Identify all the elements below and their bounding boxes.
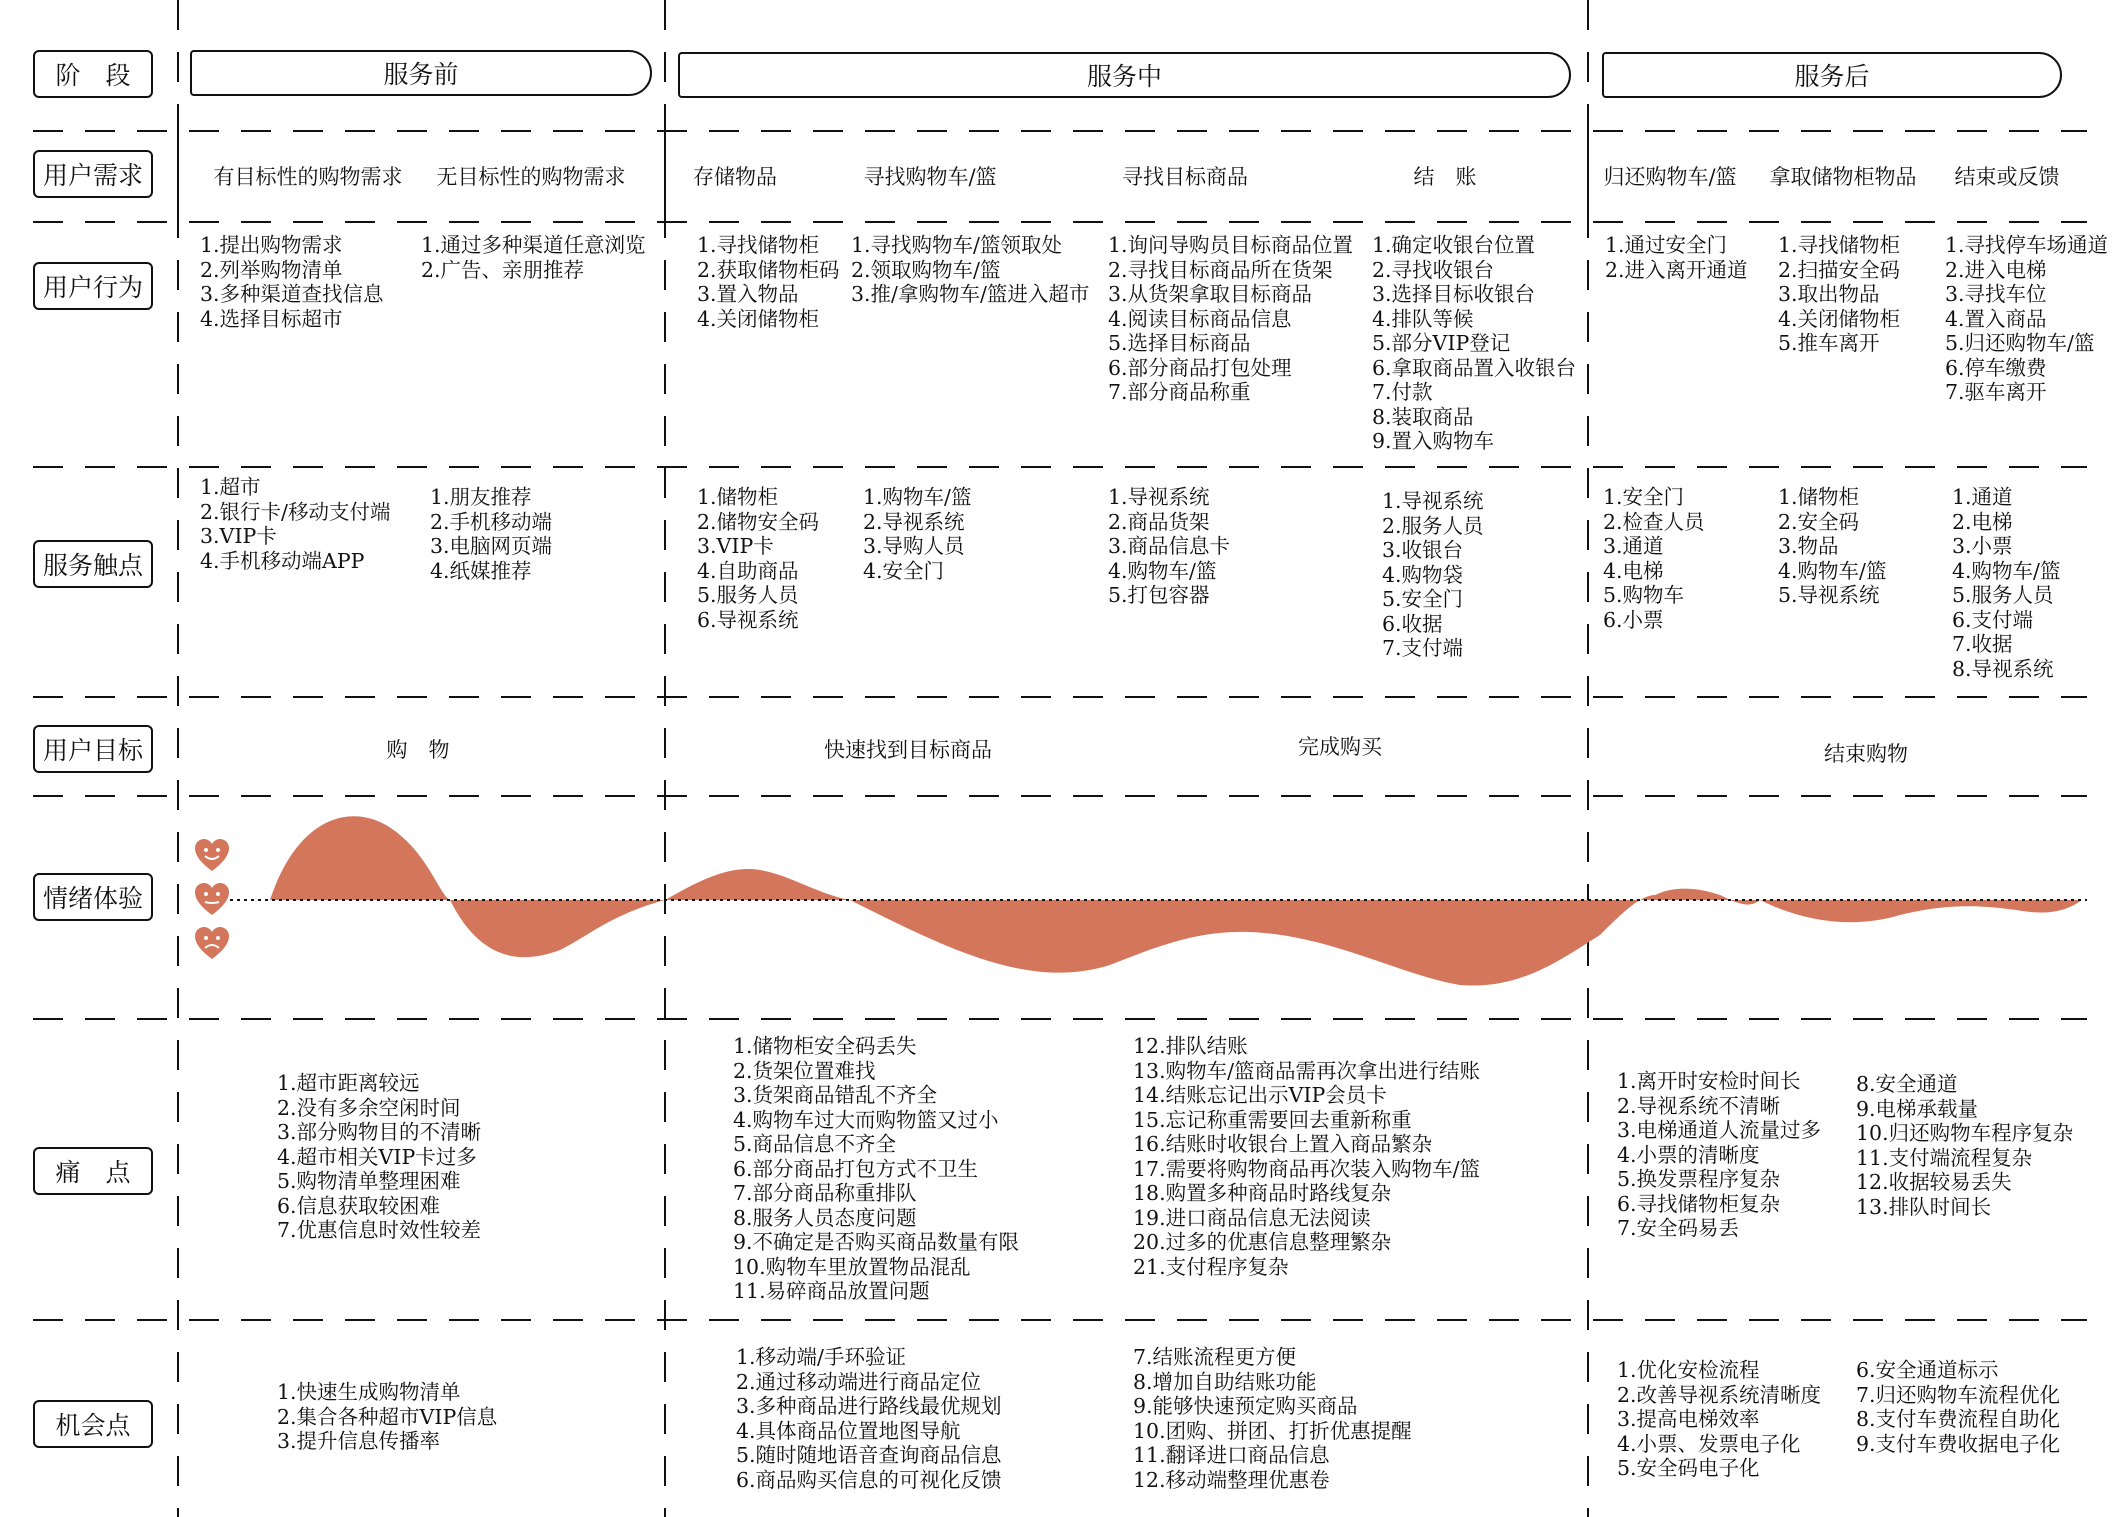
list-item: 7.支付端 — [1382, 636, 1464, 660]
list-item: 4.纸媒推荐 — [430, 558, 532, 583]
list-item: 8.安全通道 — [1856, 1072, 1958, 1096]
list-item: 3.提升信息传播率 — [277, 1429, 441, 1453]
behavior-list — [1108, 233, 1353, 405]
list-item: 1.通过多种渠道任意浏览 — [421, 233, 646, 257]
touchpoint-list — [1382, 489, 1484, 661]
list-item: 2.没有多余空闲时间 — [277, 1095, 461, 1120]
list-item: 2.扫描安全码 — [1778, 257, 1901, 282]
list-item: 19.进口商品信息无法阅读 — [1133, 1205, 1371, 1230]
list-item: 4.购物车/篮 — [1778, 558, 1887, 583]
list-item: 1.通道 — [1952, 485, 2013, 509]
list-item: 2.电梯 — [1952, 509, 2013, 534]
behavior-list — [1945, 233, 2108, 405]
list-item: 7.优惠信息时效性较差 — [277, 1218, 482, 1242]
list-item: 7.付款 — [1372, 380, 1433, 404]
list-item: 7.驱车离开 — [1945, 380, 2047, 404]
list-item: 3.提高电梯效率 — [1617, 1407, 1760, 1431]
list-item: 12.移动端整理优惠卷 — [1133, 1467, 1330, 1492]
list-item: 4.购物车过大而购物篮又过小 — [733, 1107, 999, 1132]
list-item: 3.多种商品进行路线最优规划 — [736, 1394, 1002, 1418]
list-item: 1.寻找停车场通道 — [1945, 233, 2109, 257]
list-item: 6.安全通道标示 — [1856, 1358, 1999, 1382]
list-item: 9.不确定是否购买商品数量有限 — [733, 1230, 1020, 1254]
list-item: 2.检查人员 — [1603, 509, 1705, 534]
list-item: 16.结账时收银台上置入商品繁杂 — [1133, 1132, 1433, 1156]
list-item: 2.进入离开通道 — [1605, 257, 1748, 282]
need-item: 归还购物车/篮 — [1603, 165, 1737, 189]
list-item: 4.具体商品位置地图导航 — [736, 1418, 961, 1443]
list-item: 3.部分购物目的不清晰 — [277, 1120, 482, 1144]
list-item: 3.VIP卡 — [697, 534, 774, 558]
list-item: 4.关闭储物柜 — [697, 306, 820, 331]
list-item: 4.超市相关VIP卡过多 — [277, 1144, 477, 1169]
need-item: 结束或反馈 — [1954, 165, 2060, 189]
list-item: 1.超市 — [200, 475, 261, 499]
list-item: 4.选择目标超市 — [200, 306, 343, 331]
list-item: 4.手机移动端APP — [200, 548, 365, 573]
touchpoint-list — [1108, 485, 1230, 608]
list-item: 11.易碎商品放置问题 — [733, 1279, 930, 1303]
list-item: 5.换发票程序复杂 — [1617, 1167, 1781, 1191]
list-item: 1.储物柜安全码丢失 — [733, 1034, 917, 1058]
list-item: 10.归还购物车程序复杂 — [1856, 1121, 2074, 1145]
touchpoint-list — [430, 485, 552, 583]
pain-point-list — [277, 1071, 481, 1243]
list-item: 5.部分VIP登记 — [1372, 331, 1511, 355]
list-item: 21.支付程序复杂 — [1133, 1254, 1289, 1279]
behavior-list — [200, 233, 384, 331]
list-item: 3.VIP卡 — [200, 524, 277, 548]
touchpoint-list — [1952, 485, 2060, 681]
list-item: 3.导购人员 — [863, 534, 965, 558]
list-item: 3.电脑网页端 — [430, 534, 553, 558]
pain-point-list — [733, 1034, 1019, 1304]
list-item: 3.通道 — [1603, 534, 1664, 558]
list-item: 11.翻译进口商品信息 — [1133, 1443, 1330, 1467]
list-item: 2.银行卡/移动支付端 — [200, 499, 391, 524]
list-item: 4.阅读目标商品信息 — [1108, 306, 1292, 331]
pain-point-list — [1856, 1072, 2073, 1219]
list-item: 6.停车缴费 — [1945, 355, 2047, 380]
list-item: 3.商品信息卡 — [1108, 534, 1231, 558]
list-item: 3.置入物品 — [697, 282, 799, 306]
list-item: 1.储物柜 — [1778, 485, 1860, 509]
list-item: 1.安全门 — [1603, 485, 1685, 509]
list-item: 2.手机移动端 — [430, 509, 553, 534]
list-item: 5.导视系统 — [1778, 583, 1880, 607]
list-item: 20.过多的优惠信息整理繁杂 — [1133, 1230, 1392, 1254]
list-item: 4.购物袋 — [1382, 562, 1464, 587]
list-item: 3.小票 — [1952, 534, 2013, 558]
pain-point-list — [1133, 1034, 1480, 1279]
list-item: 3.从货架拿取目标商品 — [1108, 282, 1313, 306]
list-item: 6.信息获取较困难 — [277, 1193, 441, 1218]
list-item: 2.服务人员 — [1382, 513, 1484, 538]
list-item: 5.随时随地语音查询商品信息 — [736, 1443, 1002, 1467]
list-item: 1.寻找储物柜 — [697, 233, 820, 257]
list-item: 2.寻找收银台 — [1372, 257, 1495, 282]
list-item: 1.购物车/篮 — [863, 485, 972, 509]
stage-before: 服务前 — [190, 50, 652, 96]
list-item: 4.小票、发票电子化 — [1617, 1431, 1801, 1456]
list-item: 4.电梯 — [1603, 558, 1664, 583]
list-item: 2.改善导视系统清晰度 — [1617, 1382, 1822, 1407]
behavior-list — [1605, 233, 1748, 282]
list-item: 2.获取储物柜码 — [697, 257, 840, 282]
list-item: 1.超市距离较远 — [277, 1071, 420, 1095]
behavior-list — [851, 233, 1089, 307]
need-item: 无目标性的购物需求 — [436, 165, 626, 189]
list-item: 1.离开时安检时间长 — [1617, 1069, 1801, 1093]
touchpoint-list — [863, 485, 971, 583]
list-item: 13.排队时间长 — [1856, 1194, 1992, 1219]
row-label-pain-points: 痛 点 — [33, 1147, 153, 1195]
list-item: 1.储物柜 — [697, 485, 779, 509]
need-item: 存储物品 — [693, 165, 777, 189]
neutral-heart-icon — [192, 880, 232, 920]
sad-heart-icon — [192, 924, 232, 964]
need-item: 有目标性的购物需求 — [213, 165, 403, 189]
list-item: 2.集合各种超市VIP信息 — [277, 1404, 498, 1429]
list-item: 1.通过安全门 — [1605, 233, 1728, 257]
list-item: 7.收据 — [1952, 632, 2013, 656]
need-item: 拿取储物柜物品 — [1769, 165, 1917, 189]
list-item: 5.打包容器 — [1108, 583, 1210, 607]
list-item: 5.安全门 — [1382, 587, 1464, 611]
list-item: 8.导视系统 — [1952, 656, 2054, 681]
list-item: 3.收银台 — [1382, 538, 1464, 562]
list-item: 9.置入购物车 — [1372, 429, 1495, 453]
list-item: 2.安全码 — [1778, 509, 1860, 534]
list-item: 9.电梯承载量 — [1856, 1096, 1979, 1121]
list-item: 1.优化安检流程 — [1617, 1358, 1760, 1382]
list-item: 7.结账流程更方便 — [1133, 1345, 1297, 1369]
opportunity-list — [1856, 1358, 2060, 1456]
list-item: 4.自助商品 — [697, 558, 799, 583]
list-item: 2.广告、亲朋推荐 — [421, 257, 585, 282]
goal-item: 完成购买 — [1298, 735, 1382, 759]
row-label-behavior: 用户行为 — [33, 262, 153, 310]
behavior-list — [697, 233, 840, 331]
list-item: 6.部分商品打包方式不卫生 — [733, 1156, 979, 1181]
behavior-list — [421, 233, 646, 282]
list-item: 6.小票 — [1603, 607, 1664, 632]
list-item: 3.选择目标收银台 — [1372, 282, 1536, 306]
need-item: 寻找购物车/篮 — [863, 165, 997, 189]
list-item: 9.支付车费收据电子化 — [1856, 1431, 2061, 1456]
happy-heart-icon — [192, 836, 232, 876]
need-item: 寻找目标商品 — [1122, 165, 1248, 189]
list-item: 12.排队结账 — [1133, 1034, 1248, 1058]
opportunity-list — [1617, 1358, 1821, 1481]
row-label-stage: 阶 段 — [33, 50, 153, 98]
goal-item: 购 物 — [386, 738, 450, 762]
list-item: 6.商品购买信息的可视化反馈 — [736, 1467, 1002, 1492]
list-item: 1.询问导购员目标商品位置 — [1108, 233, 1354, 257]
opportunity-list — [1133, 1345, 1412, 1492]
list-item: 12.收据较易丢失 — [1856, 1170, 2012, 1194]
list-item: 1.移动端/手环验证 — [736, 1345, 906, 1369]
list-item: 6.收据 — [1382, 611, 1443, 636]
list-item: 5.购物清单整理困难 — [277, 1169, 461, 1193]
list-item: 4.购物车/篮 — [1952, 558, 2061, 583]
list-item: 7.部分商品称重排队 — [733, 1181, 917, 1205]
list-item: 2.通过移动端进行商品定位 — [736, 1369, 982, 1394]
list-item: 2.列举购物清单 — [200, 257, 343, 282]
list-item: 8.装取商品 — [1372, 404, 1474, 429]
list-item: 1.寻找购物车/篮领取处 — [851, 233, 1062, 257]
emotion-curve — [230, 816, 2087, 985]
goal-item: 快速找到目标商品 — [824, 738, 992, 762]
opportunity-list — [277, 1380, 497, 1454]
list-item: 15.忘记称重需要回去重新称重 — [1133, 1107, 1412, 1132]
list-item: 5.商品信息不齐全 — [733, 1132, 897, 1156]
list-item: 7.归还购物车流程优化 — [1856, 1382, 2061, 1407]
list-item: 3.寻找车位 — [1945, 282, 2047, 306]
list-item: 1.寻找储物柜 — [1778, 233, 1901, 257]
list-item: 5.服务人员 — [1952, 583, 2054, 607]
list-item: 1.导视系统 — [1382, 489, 1484, 513]
list-item: 8.增加自助结账功能 — [1133, 1369, 1317, 1394]
list-item: 3.电梯通道人流量过多 — [1617, 1118, 1822, 1142]
list-item: 14.结账忘记出示VIP会员卡 — [1133, 1083, 1387, 1107]
list-item: 6.支付端 — [1952, 607, 2034, 632]
list-item: 6.寻找储物柜复杂 — [1617, 1191, 1781, 1216]
touchpoint-list — [1778, 485, 1886, 608]
goal-item: 结束购物 — [1824, 742, 1908, 766]
row-label-needs: 用户需求 — [33, 150, 153, 198]
list-item: 2.导视系统 — [863, 509, 965, 534]
stage-after: 服务后 — [1602, 52, 2062, 98]
list-item: 7.部分商品称重 — [1108, 380, 1251, 404]
list-item: 5.购物车 — [1603, 583, 1685, 607]
list-item: 3.取出物品 — [1778, 282, 1880, 306]
list-item: 4.安全门 — [863, 558, 945, 583]
list-item: 6.拿取商品置入收银台 — [1372, 355, 1577, 380]
row-label-opportunities: 机会点 — [33, 1400, 153, 1448]
list-item: 3.推/拿购物车/篮进入超市 — [851, 282, 1090, 306]
list-item: 8.支付车费流程自助化 — [1856, 1407, 2061, 1431]
list-item: 4.购物车/篮 — [1108, 558, 1217, 583]
list-item: 5.安全码电子化 — [1617, 1456, 1760, 1480]
list-item: 5.服务人员 — [697, 583, 799, 607]
need-item: 结 账 — [1413, 165, 1477, 189]
list-item: 7.安全码易丢 — [1617, 1216, 1740, 1240]
list-item: 2.进入电梯 — [1945, 257, 2047, 282]
list-item: 8.服务人员态度问题 — [733, 1205, 917, 1230]
touchpoint-list — [200, 475, 390, 573]
row-label-emotion: 情绪体验 — [33, 873, 153, 921]
list-item: 18.购置多种商品时路线复杂 — [1133, 1181, 1392, 1205]
list-item: 10.购物车里放置物品混乱 — [733, 1254, 971, 1279]
list-item: 9.能够快速预定购买商品 — [1133, 1394, 1358, 1418]
list-item: 3.货架商品错乱不齐全 — [733, 1083, 938, 1107]
pain-point-list — [1617, 1069, 1821, 1241]
list-item: 2.商品货架 — [1108, 509, 1210, 534]
list-item: 1.确定收银台位置 — [1372, 233, 1536, 257]
touchpoint-list — [697, 485, 819, 632]
list-item: 5.选择目标商品 — [1108, 331, 1251, 355]
list-item: 2.货架位置难找 — [733, 1058, 876, 1083]
opportunity-list — [736, 1345, 1002, 1492]
behavior-list — [1372, 233, 1576, 454]
list-item: 1.朋友推荐 — [430, 485, 532, 509]
list-item: 4.关闭储物柜 — [1778, 306, 1901, 331]
list-item: 3.物品 — [1778, 534, 1839, 558]
list-item: 5.推车离开 — [1778, 331, 1880, 355]
list-item: 4.排队等候 — [1372, 306, 1474, 331]
list-item: 6.部分商品打包处理 — [1108, 355, 1292, 380]
list-item: 2.领取购物车/篮 — [851, 257, 1001, 282]
list-item: 2.寻找目标商品所在货架 — [1108, 257, 1333, 282]
list-item: 1.提出购物需求 — [200, 233, 343, 257]
list-item: 11.支付端流程复杂 — [1856, 1145, 2033, 1170]
touchpoint-list — [1603, 485, 1705, 632]
list-item: 4.置入商品 — [1945, 306, 2047, 331]
stage-during: 服务中 — [678, 52, 1571, 98]
list-item: 10.团购、拼团、打折优惠提醒 — [1133, 1418, 1412, 1443]
list-item: 17.需要将购物商品再次装入购物车/篮 — [1133, 1156, 1481, 1181]
row-label-goals: 用户目标 — [33, 725, 153, 773]
list-item: 6.导视系统 — [697, 607, 799, 632]
list-item: 1.快速生成购物清单 — [277, 1380, 461, 1404]
list-item: 13.购物车/篮商品需再次拿出进行结账 — [1133, 1058, 1481, 1083]
row-label-touchpoints: 服务触点 — [33, 540, 153, 588]
list-item: 4.小票的清晰度 — [1617, 1142, 1760, 1167]
list-item: 3.多种渠道查找信息 — [200, 282, 384, 306]
list-item: 5.归还购物车/篮 — [1945, 331, 2095, 355]
list-item: 2.储物安全码 — [697, 509, 820, 534]
behavior-list — [1778, 233, 1900, 356]
list-item: 1.导视系统 — [1108, 485, 1210, 509]
list-item: 2.导视系统不清晰 — [1617, 1093, 1781, 1118]
